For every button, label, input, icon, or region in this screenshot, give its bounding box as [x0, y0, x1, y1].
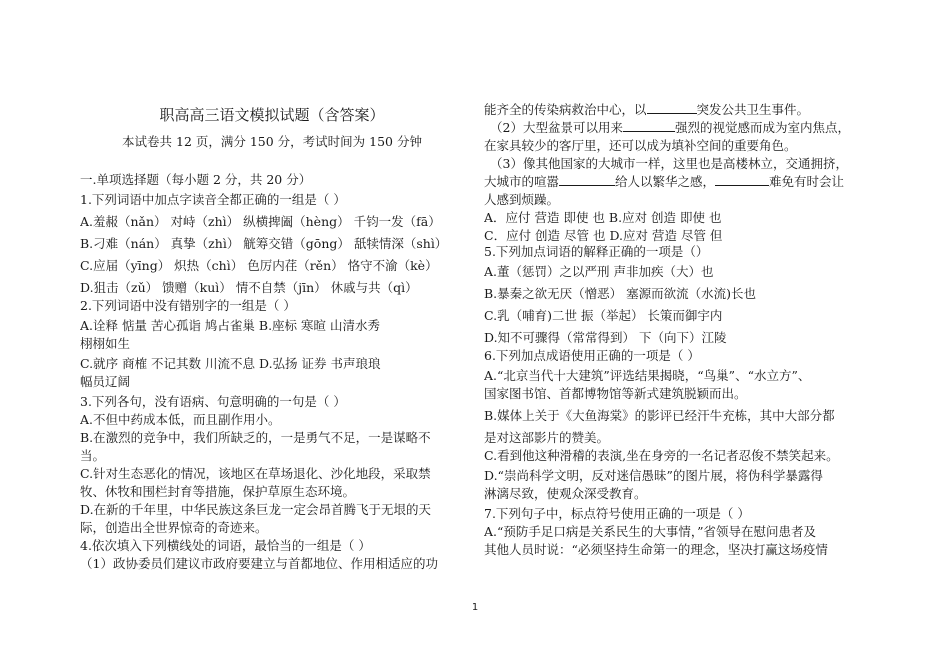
q6-option-b-cont: 是对这部影片的赞美。	[484, 430, 610, 445]
question-1: 1.下列词语中加点字读音全都正确的一组是（ ）	[80, 192, 346, 207]
q7-option-a-cont: 其他人员时说：“必须坚持生命第一的理念，坚决打赢这场疫情	[484, 542, 828, 557]
q7-option-a: A.“预防手足口病是关系民生的大事情，”省领导在慰问患者及	[484, 524, 817, 539]
q5-option-a: A.董（惩罚）之以严刑 声非加疾（大）也	[484, 264, 714, 279]
exam-info: 本试卷共 12 页，满分 150 分，考试时间为 150 分钟	[122, 134, 422, 149]
q1-option-c: C.应届（yīng） 炽热（chì） 色厉内荏（rěn） 恪守不渝（kè）	[80, 258, 438, 273]
q2-option-cd: C.就序 商榷 不记其数 川流不息 D.弘扬 证券 书声琅琅	[80, 356, 381, 371]
exam-title: 职高高三语文模拟试题（含答案）	[159, 106, 385, 124]
q6-option-a-cont: 国家图书馆、首都博物馆等新式建筑脱颖而出。	[484, 386, 747, 401]
q4-sentence-2: （2）大型盆景可以用来 强烈的视觉感而成为室内焦点，	[490, 120, 850, 135]
q5-option-b: B.暴秦之欲无厌（憎恶） 塞源而欲流（水流)长也	[484, 286, 757, 301]
q2-option-ab: A.诠释 惦量 苦心孤诣 鸠占雀巢 B.座标 寒暄 山清水秀	[80, 318, 381, 333]
q4-sentence-2-cont: 在家具较少的客厅里，还可以成为填补空间的重要角色。	[484, 138, 797, 153]
q4-sentence-3-cont: 大城市的喧嚣 给人以繁华之感， 难免有时会让	[484, 174, 845, 189]
q3-option-d: D.在新的千年里，中华民族这条巨龙一定会昂首腾飞于无垠的天	[80, 502, 432, 517]
question-2: 2.下列词语中没有错别字的一组是（ ）	[80, 298, 296, 313]
q1-option-a: A.羞赧（nǎn） 对峙（zhì） 纵横捭阖（hèng） 千钧一发（fā）	[80, 214, 441, 229]
q1-option-d: D.狙击（zǔ） 馈赠（kuì） 情不自禁（jīn） 休戚与共（qì）	[80, 280, 418, 295]
q4-option-cd: C．应付 创造 尽管 也 D.应对 营造 尽管 但	[484, 228, 723, 243]
q1-option-b: B.刁难（nán） 真挚（zhì） 觥筹交错（gōng） 舐犊情深（shì）	[80, 236, 448, 251]
question-3: 3.下列各句，没有语病、句意明确的一句是（ ）	[80, 394, 346, 409]
q4-option-ab: A．应付 营造 即使 也 B.应对 创造 即使 也	[484, 210, 722, 225]
fill-blank[interactable]	[559, 173, 615, 186]
question-7: 7.下列句子中，标点符号使用正确的一项是（ ）	[484, 506, 750, 521]
q5-option-d: D.知不可骤得（常常得到） 下（向下）江陵	[484, 330, 727, 345]
q6-option-a: A.“北京当代十大建筑”评选结果揭晓，“鸟巢”、“水立方”、	[484, 368, 811, 383]
right-column	[484, 0, 884, 672]
q3-option-b-cont: 当。	[80, 448, 106, 463]
question-6: 6.下列加点成语使用正确的一项是（ ）	[484, 348, 700, 363]
left-column	[80, 0, 480, 672]
page-number: 1	[471, 602, 479, 613]
section-heading: 一.单项选择题（每小题 2 分，共 20 分）	[80, 172, 312, 187]
q6-option-b: B.媒体上关于《大鱼海棠》的影评已经汗牛充栋，其中大部分都	[484, 408, 835, 423]
q4-sentence-3: （3）像其他国家的大城市一样，这里也是高楼林立，交通拥挤，	[490, 156, 848, 171]
q4-sentence-3-end: 人感到烦躁。	[484, 192, 560, 207]
q6-option-d-cont: 淋漓尽致，使观众深受教育。	[484, 486, 647, 501]
q5-option-c: C.乳（哺育)二世 振（举起） 长策而御宇内	[484, 308, 723, 323]
question-4: 4.依次填入下列横线处的词语，最恰当的一组是（ ）	[80, 538, 371, 553]
q3-option-c: C.针对生态恶化的情况，该地区在草场退化、沙化地段，采取禁	[80, 466, 431, 481]
q4-sentence-1-cont: 能齐全的传染病救治中心，以 突发公共卫生事件。	[484, 102, 810, 117]
fill-blank[interactable]	[623, 119, 675, 132]
q4-sentence-1: （1）政协委员们建议市政府要建立与首都地位、作用相适应的功	[80, 556, 438, 571]
q6-option-c: C.看到他这种滑稽的表演,坐在身旁的一名记者忍俊不禁笑起来。	[484, 448, 839, 463]
q3-option-b: B.在激烈的竞争中，我们所缺乏的，一是勇气不足，一是谋略不	[80, 430, 431, 445]
question-5: 5.下列加点词语的解释正确的一项是（）	[484, 244, 709, 259]
q6-option-d: D.“崇尚科学文明，反对迷信愚昧”的图片展，将伪科学暴露得	[484, 468, 823, 483]
fill-blank[interactable]	[715, 173, 769, 186]
q3-option-c-cont: 牧、休牧和围栏封育等措施，保护草原生态环境。	[80, 484, 356, 499]
q3-option-a: A.不但中药成本低，而且副作用小。	[80, 412, 281, 427]
q2-option-b-cont: 栩栩如生	[80, 336, 131, 351]
fill-blank[interactable]	[647, 101, 697, 114]
q2-option-d-cont: 幅员辽阔	[80, 374, 131, 389]
q3-option-d-cont: 际，创造出全世界惊奇的奇迹来。	[80, 520, 268, 535]
